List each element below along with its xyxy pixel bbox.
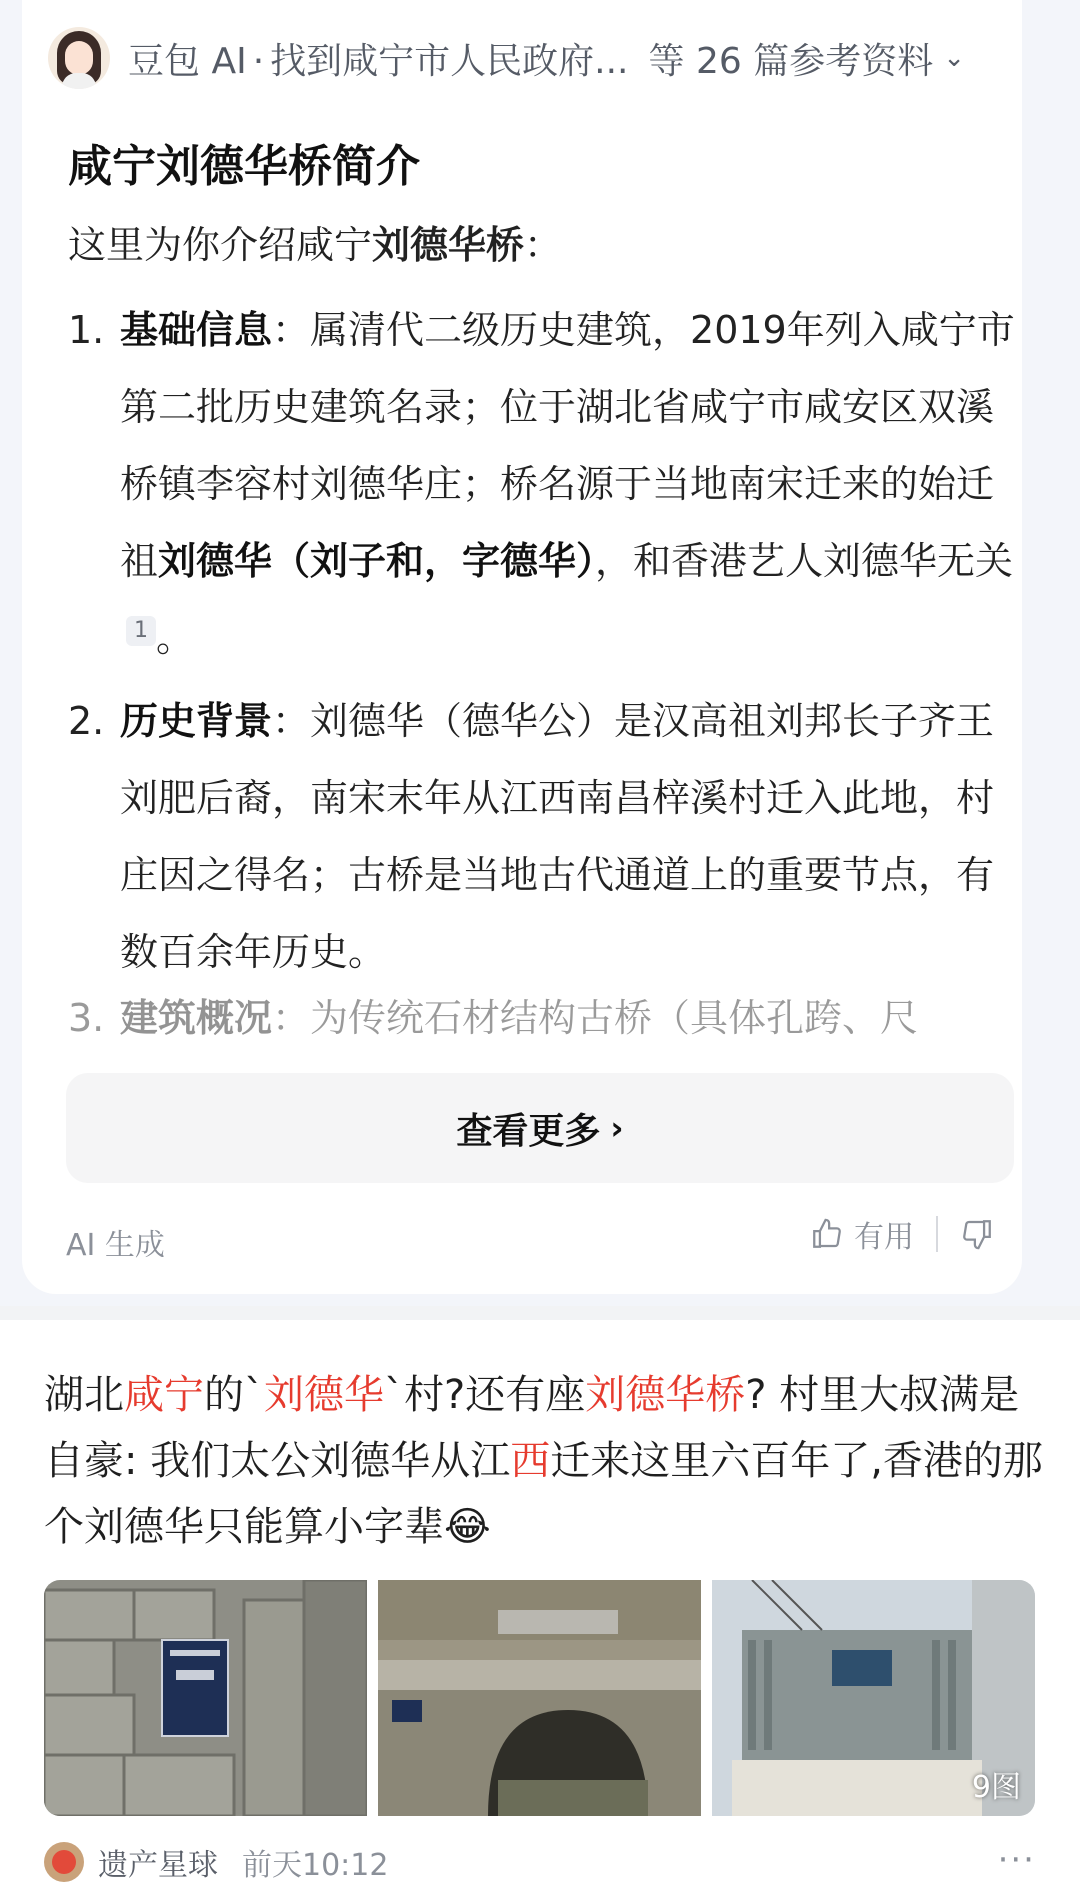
doubao-avatar <box>48 27 110 89</box>
post-text-segment: `村?还有座 <box>384 1372 586 1418</box>
thumbs-down-icon <box>960 1217 994 1251</box>
chevron-right-icon: › <box>610 1109 624 1147</box>
source-desc: 找到咸宁市人民政府... <box>270 40 629 82</box>
photo-grid <box>44 1580 1036 1816</box>
post-time: 前天10:12 <box>242 1848 389 1883</box>
divider <box>936 1216 938 1252</box>
author-avatar[interactable] <box>44 1842 84 1882</box>
photo-count-badge: 9图 <box>971 1770 1021 1805</box>
photo-bridge-sign[interactable] <box>44 1580 367 1816</box>
chevron-down-icon[interactable]: ⌄ <box>943 43 965 73</box>
answer-title: 咸宁刘德华桥简介 <box>68 141 420 192</box>
thumbs-up-button[interactable]: 有用 <box>810 1212 914 1256</box>
post-text-segment: 的` <box>204 1372 264 1418</box>
thumbs-down-button[interactable] <box>960 1217 1004 1251</box>
photo-bridge-arch[interactable] <box>378 1580 701 1816</box>
answer-list <box>68 292 1018 991</box>
ai-generated-label: AI 生成 <box>66 1228 165 1263</box>
source-title: 豆包 AI · 找到咸宁市人民政府... <box>128 40 629 82</box>
thumbs-up-icon <box>810 1217 844 1251</box>
references-label[interactable]: 等 26 篇参考资料 <box>648 40 934 82</box>
post-text-segment: ? 村里大叔满是自豪: 我们太公刘德华从江 <box>44 1372 1020 1484</box>
section-divider <box>0 1306 1080 1320</box>
highlighted-keyword: 刘德华 <box>264 1372 384 1418</box>
list-item: 2. 历史背景：刘德华（德华公）是汉高祖刘邦长子齐王刘肥后裔，南宋末年从江西南昌梓溪村迁入此地，村庄因之得名；古桥是当地古代通道上的重要节点，有数百余年历史。 <box>68 699 995 974</box>
highlighted-keyword: 刘德华桥 <box>585 1372 746 1418</box>
post-text-segment: 迁来这里六百年了,香港的那个刘德华只能算小字辈😂 <box>44 1438 1043 1550</box>
post-text-segment: 湖北 <box>44 1372 124 1418</box>
post-footer <box>44 1840 1036 1884</box>
post-body[interactable] <box>44 1362 1044 1560</box>
feedback-bar <box>810 1212 1004 1256</box>
more-options-icon[interactable]: ··· <box>997 1840 1036 1880</box>
source-name: 豆包 AI <box>128 40 247 82</box>
list-item-truncated: 3. 建筑概况：为传统石材结构古桥（具体孔跨、尺 <box>68 996 919 1040</box>
highlighted-keyword: 咸宁 <box>124 1372 204 1418</box>
list-item: 1. 基础信息：属清代二级历史建筑，2019年列入咸宁市第二批历史建筑名录；位于湖北省咸宁市咸安区双溪桥镇李容村刘德华庄；桥名源于当地南宋迁来的始迁祖刘德华（刘子和，字德华），和香港艺人刘德华无关1 。 <box>68 308 1015 660</box>
photo-transformer[interactable] <box>712 1580 1035 1816</box>
view-more-button[interactable]: 查看更多 › <box>66 1073 1014 1183</box>
ai-source-header[interactable] <box>48 22 1028 94</box>
highlighted-keyword: 西 <box>510 1438 551 1484</box>
answer-intro: 这里为你介绍咸宁刘德华桥： <box>68 223 563 267</box>
citation-badge[interactable]: 1 <box>126 616 156 646</box>
author-name[interactable]: 遗产星球 <box>98 1848 218 1883</box>
